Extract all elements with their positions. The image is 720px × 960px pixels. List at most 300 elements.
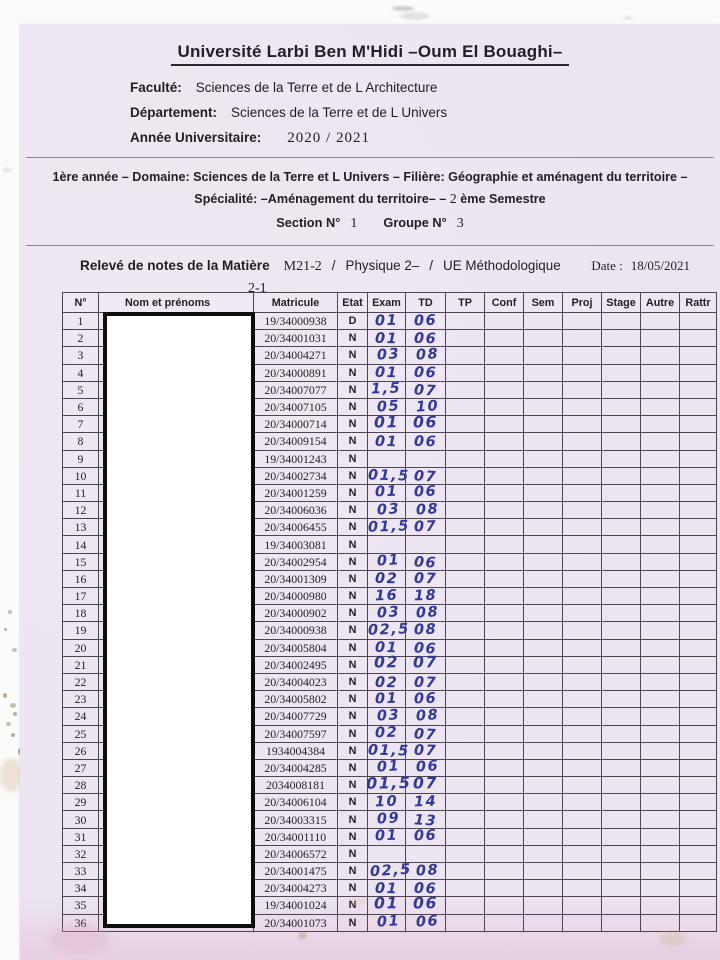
sem-cell [524, 450, 563, 467]
stage-cell [602, 536, 641, 553]
conf-cell [485, 897, 524, 914]
matricule-cell: 20/34007105 [254, 398, 338, 415]
conf-cell [485, 467, 524, 484]
tp-cell [446, 691, 485, 708]
exam-grade-cell [368, 330, 406, 347]
sem-cell [524, 708, 563, 725]
tp-cell [446, 742, 485, 759]
exam-handwritten-grade: 01 [374, 690, 399, 708]
stage-cell [602, 381, 641, 398]
row-number-cell: 25 [63, 725, 99, 742]
conf-cell [485, 588, 524, 605]
matricule-cell: 20/34001475 [254, 863, 338, 880]
row-number-cell: 22 [63, 673, 99, 690]
exam-handwritten-grade: 03 [376, 603, 401, 622]
sem-cell [524, 914, 563, 931]
row-number-cell: 19 [63, 622, 99, 639]
tp-cell [446, 570, 485, 587]
rattr-cell [680, 313, 717, 330]
sem-cell [524, 725, 563, 742]
exam-grade-cell [368, 605, 406, 622]
rattr-cell [680, 794, 717, 811]
exam-handwritten-grade: 16 [374, 587, 399, 604]
matricule-cell: 20/34006036 [254, 502, 338, 519]
ue-code-line2: 2-1 [248, 281, 267, 296]
td-handwritten-grade: 06 [413, 312, 438, 329]
tp-cell [446, 433, 485, 450]
stage-cell [602, 759, 641, 776]
exam-grade-cell [368, 553, 406, 570]
rattr-cell [680, 828, 717, 845]
td-grade-cell [406, 914, 446, 931]
conf-cell [485, 691, 524, 708]
stage-cell [602, 811, 641, 828]
rattr-cell [680, 450, 717, 467]
tp-cell [446, 416, 485, 433]
conf-cell [485, 639, 524, 656]
matricule-cell: 19/34000938 [254, 313, 338, 330]
groupe-label: Groupe N° [383, 215, 447, 230]
autre-cell [641, 502, 680, 519]
matricule-cell: 20/34001259 [254, 484, 338, 501]
sem-cell [524, 381, 563, 398]
sem-cell [524, 605, 563, 622]
exam-grade-cell [367, 467, 410, 485]
stage-cell [602, 708, 641, 725]
releve-label: Relevé de notes de la Matière [80, 258, 270, 273]
proj-cell [563, 502, 602, 519]
scanner-smudge [392, 6, 414, 11]
td-grade-cell [406, 364, 446, 381]
td-handwritten-grade: 06 [412, 895, 439, 913]
row-number-cell: 5 [63, 381, 99, 398]
autre-cell [641, 484, 680, 501]
row-number-cell: 8 [63, 433, 99, 450]
sem-cell [524, 897, 563, 914]
stage-cell [602, 450, 641, 467]
col-header-rattr: Rattr [680, 293, 717, 313]
tp-cell [446, 759, 485, 776]
etat-cell: N [338, 828, 368, 845]
autre-cell [641, 553, 680, 570]
matricule-cell: 20/34000891 [254, 364, 338, 381]
stage-cell [602, 416, 641, 433]
sem-cell [524, 536, 563, 553]
conf-cell [485, 553, 524, 570]
exam-grade-cell [368, 313, 406, 330]
proj-cell [563, 708, 602, 725]
matricule-cell: 20/34005802 [254, 691, 338, 708]
row-number-cell: 24 [63, 708, 99, 725]
stage-cell [602, 639, 641, 656]
rattr-cell [680, 364, 717, 381]
conf-cell [485, 364, 524, 381]
autre-cell [641, 708, 680, 725]
separator: / [429, 258, 434, 273]
conf-cell [485, 330, 524, 347]
td-grade-cell [406, 381, 446, 398]
rattr-cell [680, 759, 717, 776]
conf-cell [485, 708, 524, 725]
td-handwritten-grade: 08 [415, 500, 440, 519]
sem-cell [524, 364, 563, 381]
tp-cell [446, 656, 485, 673]
autre-cell [641, 742, 680, 759]
autre-cell [641, 880, 680, 897]
matricule-cell: 20/34009154 [254, 433, 338, 450]
td-grade-cell [406, 811, 446, 828]
exam-grade-cell [368, 845, 406, 862]
sem-cell [524, 863, 563, 880]
matricule-cell: 20/34002495 [254, 656, 338, 673]
stage-cell [602, 622, 641, 639]
rattr-cell [680, 536, 717, 553]
annee-value: 2020 / 2021 [287, 130, 370, 146]
col-header-matricule: Matricule [254, 293, 338, 313]
rattr-cell [680, 880, 717, 897]
td-handwritten-grade: 07 [413, 742, 438, 760]
tp-cell [446, 897, 485, 914]
tp-cell [446, 639, 485, 656]
td-handwritten-grade: 06 [412, 413, 439, 432]
tp-cell [446, 811, 485, 828]
tp-cell [446, 536, 485, 553]
proj-cell [563, 605, 602, 622]
exam-grade-cell [368, 570, 406, 587]
tp-cell [446, 605, 485, 622]
row-number-cell: 3 [63, 347, 99, 364]
sem-cell [524, 398, 563, 415]
dirt-speck [4, 628, 7, 631]
rattr-cell [680, 725, 717, 742]
td-handwritten-grade: 06 [415, 913, 440, 931]
row-number-cell: 15 [63, 553, 99, 570]
exam-grade-cell [368, 433, 406, 450]
stage-cell [602, 656, 641, 673]
faculte-row [130, 80, 720, 95]
proj-cell [563, 811, 602, 828]
etat-cell: N [338, 691, 368, 708]
tp-cell [446, 364, 485, 381]
departement-row [130, 105, 720, 120]
separator: / [331, 258, 336, 273]
paper-stain [400, 12, 430, 20]
exam-handwritten-grade: 02,5 [369, 861, 413, 880]
sem-cell [524, 467, 563, 484]
exam-grade-cell [368, 588, 406, 605]
proj-cell [563, 364, 602, 381]
tp-cell [446, 484, 485, 501]
col-header-conf: Conf [485, 293, 524, 313]
autre-cell [641, 811, 680, 828]
tp-cell [446, 777, 485, 794]
matricule-cell: 20/34004271 [254, 347, 338, 364]
matricule-cell: 20/34007597 [254, 725, 338, 742]
faculte-label: Faculté: [130, 80, 182, 95]
sem-cell [524, 502, 563, 519]
row-number-cell: 10 [63, 467, 99, 484]
exam-handwritten-grade: 1,5 [371, 380, 402, 398]
autre-cell [641, 863, 680, 880]
proj-cell [563, 897, 602, 914]
td-grade-cell [406, 691, 446, 708]
td-grade-cell [406, 502, 446, 519]
matricule-cell: 19/34001243 [254, 450, 338, 467]
td-grade-cell [406, 622, 446, 639]
proj-cell [563, 330, 602, 347]
exam-grade-cell [368, 811, 406, 828]
proj-cell [563, 880, 602, 897]
proj-cell [563, 691, 602, 708]
td-handwritten-grade: 06 [413, 640, 438, 658]
matricule-cell: 2034008181 [254, 777, 338, 794]
matricule-cell: 20/34006572 [254, 845, 338, 862]
stage-cell [602, 897, 641, 914]
etat-cell: N [338, 347, 368, 364]
td-handwritten-grade: 14 [413, 793, 438, 811]
td-grade-cell [406, 450, 446, 467]
etat-cell: N [338, 794, 368, 811]
proj-cell [563, 570, 602, 587]
etat-cell: N [338, 519, 368, 536]
stage-cell [602, 553, 641, 570]
td-handwritten-grade: 06 [413, 433, 438, 451]
proj-cell [563, 433, 602, 450]
tp-cell [446, 794, 485, 811]
paper-stain [350, 896, 368, 906]
exam-grade-cell [368, 536, 406, 553]
td-grade-cell [406, 794, 446, 811]
etat-cell: N [338, 863, 368, 880]
autre-cell [641, 605, 680, 622]
proj-cell [563, 725, 602, 742]
autre-cell [641, 450, 680, 467]
etat-cell: N [338, 502, 368, 519]
tp-cell [446, 828, 485, 845]
rattr-cell [680, 502, 717, 519]
etat-cell: N [338, 914, 368, 931]
row-number-cell: 1 [63, 313, 99, 330]
stage-cell [602, 467, 641, 484]
matricule-cell: 20/34001110 [254, 828, 338, 845]
td-handwritten-grade: 10 [415, 397, 440, 416]
sem-cell [524, 639, 563, 656]
stage-cell [602, 605, 641, 622]
dirt-speck [12, 648, 17, 652]
conf-cell [485, 725, 524, 742]
exam-handwritten-grade: 02 [374, 571, 399, 588]
conf-cell [485, 519, 524, 536]
stage-cell [602, 880, 641, 897]
tp-cell [446, 330, 485, 347]
conf-cell [485, 398, 524, 415]
td-grade-cell [406, 897, 446, 914]
sem-cell [524, 880, 563, 897]
matricule-cell: 20/34006104 [254, 794, 338, 811]
stage-cell [602, 725, 641, 742]
etat-cell: N [338, 673, 368, 690]
rattr-cell [680, 381, 717, 398]
conf-cell [485, 536, 524, 553]
proj-cell [563, 863, 602, 880]
conf-cell [485, 673, 524, 690]
sem-cell [524, 330, 563, 347]
tp-cell [446, 708, 485, 725]
col-header-nom: Nom et prénoms [99, 293, 254, 313]
col-header-sem: Sem [524, 293, 563, 313]
stage-cell [602, 845, 641, 862]
exam-grade-cell [368, 708, 406, 725]
etat-cell: N [338, 484, 368, 501]
row-number-cell: 23 [63, 691, 99, 708]
exam-grade-cell [368, 897, 406, 914]
td-handwritten-grade: 06 [413, 484, 438, 501]
exam-grade-cell [368, 656, 406, 673]
program-line1: 1ère année – Domaine: Sciences de la Terre et L Univers – Filière: Géographie et aménagent du territoire – [52, 170, 688, 184]
proj-cell [563, 416, 602, 433]
stage-cell [602, 330, 641, 347]
td-grade-cell [406, 742, 446, 759]
rattr-cell [680, 519, 717, 536]
td-grade-cell [406, 536, 446, 553]
td-grade-cell [406, 467, 446, 484]
etat-cell: N [338, 777, 368, 794]
conf-cell [485, 759, 524, 776]
ue-name: UE Méthodologique [443, 258, 561, 273]
exam-grade-cell [368, 484, 406, 501]
proj-cell [563, 828, 602, 845]
exam-handwritten-grade: 01,5 [367, 742, 410, 760]
sem-cell [524, 656, 563, 673]
td-grade-cell [406, 330, 446, 347]
sem-cell [524, 673, 563, 690]
autre-cell [641, 777, 680, 794]
rattr-cell [680, 605, 717, 622]
etat-cell: N [338, 364, 368, 381]
col-header-td: TD [406, 293, 446, 313]
td-grade-cell [406, 656, 446, 673]
conf-cell [485, 484, 524, 501]
exam-grade-cell [368, 914, 406, 931]
stage-cell [602, 570, 641, 587]
td-handwritten-grade: 06 [413, 690, 438, 708]
row-number-cell: 6 [63, 398, 99, 415]
date-value: 18/05/2021 [630, 258, 690, 273]
row-number-cell: 29 [63, 794, 99, 811]
td-grade-cell [406, 673, 446, 690]
autre-cell [641, 467, 680, 484]
matricule-cell: 20/34004273 [254, 880, 338, 897]
td-grade-cell [406, 725, 446, 742]
conf-cell [485, 313, 524, 330]
matricule-cell: 20/34007077 [254, 381, 338, 398]
conf-cell [485, 656, 524, 673]
rattr-cell [680, 467, 717, 484]
row-number-cell: 28 [63, 777, 99, 794]
section-number: 1 [350, 216, 358, 231]
td-handwritten-grade: 07 [413, 468, 438, 486]
rattr-cell [680, 673, 717, 690]
rattr-cell [680, 553, 717, 570]
row-number-cell: 11 [63, 484, 99, 501]
exam-grade-cell [367, 518, 411, 536]
etat-cell: N [338, 553, 368, 570]
autre-cell [641, 433, 680, 450]
td-handwritten-grade: 08 [415, 861, 440, 880]
stage-cell [602, 794, 641, 811]
td-handwritten-grade: 07 [413, 571, 438, 588]
exam-grade-cell [368, 828, 406, 845]
tp-cell [446, 863, 485, 880]
rattr-cell [680, 588, 717, 605]
autre-cell [641, 691, 680, 708]
tp-cell [446, 519, 485, 536]
autre-cell [641, 364, 680, 381]
paper-stain [0, 758, 22, 792]
sem-cell [524, 742, 563, 759]
autre-cell [641, 313, 680, 330]
td-grade-cell [406, 484, 446, 501]
rattr-cell [680, 570, 717, 587]
stage-cell [602, 914, 641, 931]
exam-grade-cell [367, 742, 410, 760]
matricule-cell: 20/34006455 [254, 519, 338, 536]
exam-handwritten-grade: 01 [376, 758, 401, 777]
proj-cell [563, 398, 602, 415]
tp-cell [446, 553, 485, 570]
matricule-cell: 20/34002954 [254, 553, 338, 570]
rattr-cell [680, 777, 717, 794]
table-header-row [63, 293, 717, 313]
row-number-cell: 14 [63, 536, 99, 553]
row-number-cell: 36 [63, 914, 99, 931]
sem-cell [524, 519, 563, 536]
program-line2 [20, 188, 720, 211]
header-info [130, 80, 720, 147]
col-header-etat: Etat [338, 293, 368, 313]
td-grade-cell [406, 708, 446, 725]
matricule-cell: 20/34004023 [254, 673, 338, 690]
matricule-cell: 20/34003315 [254, 811, 338, 828]
td-grade-cell [406, 433, 446, 450]
annee-label: Année Universitaire: [130, 130, 262, 145]
td-grade-cell [406, 845, 446, 862]
etat-cell: N [338, 536, 368, 553]
td-handwritten-grade: 06 [413, 554, 438, 572]
rattr-cell [680, 811, 717, 828]
sem-cell [524, 570, 563, 587]
etat-cell: N [338, 622, 368, 639]
proj-cell [563, 467, 602, 484]
exam-grade-cell [366, 774, 412, 794]
sem-cell [524, 794, 563, 811]
td-handwritten-grade: 07 [412, 654, 439, 673]
exam-grade-cell [368, 381, 406, 398]
matricule-cell: 19/34003081 [254, 536, 338, 553]
exam-handwritten-grade: 01 [374, 484, 399, 501]
paper-stain [298, 932, 307, 939]
date-label: Date : [591, 258, 623, 273]
proj-cell [563, 656, 602, 673]
proj-cell [563, 622, 602, 639]
proj-cell [563, 588, 602, 605]
matricule-cell: 20/34000938 [254, 622, 338, 639]
exam-handwritten-grade: 01 [376, 552, 401, 570]
rattr-cell [680, 914, 717, 931]
exam-handwritten-grade: 01 [374, 364, 399, 382]
etat-cell: N [338, 708, 368, 725]
col-header-proj: Proj [563, 293, 602, 313]
